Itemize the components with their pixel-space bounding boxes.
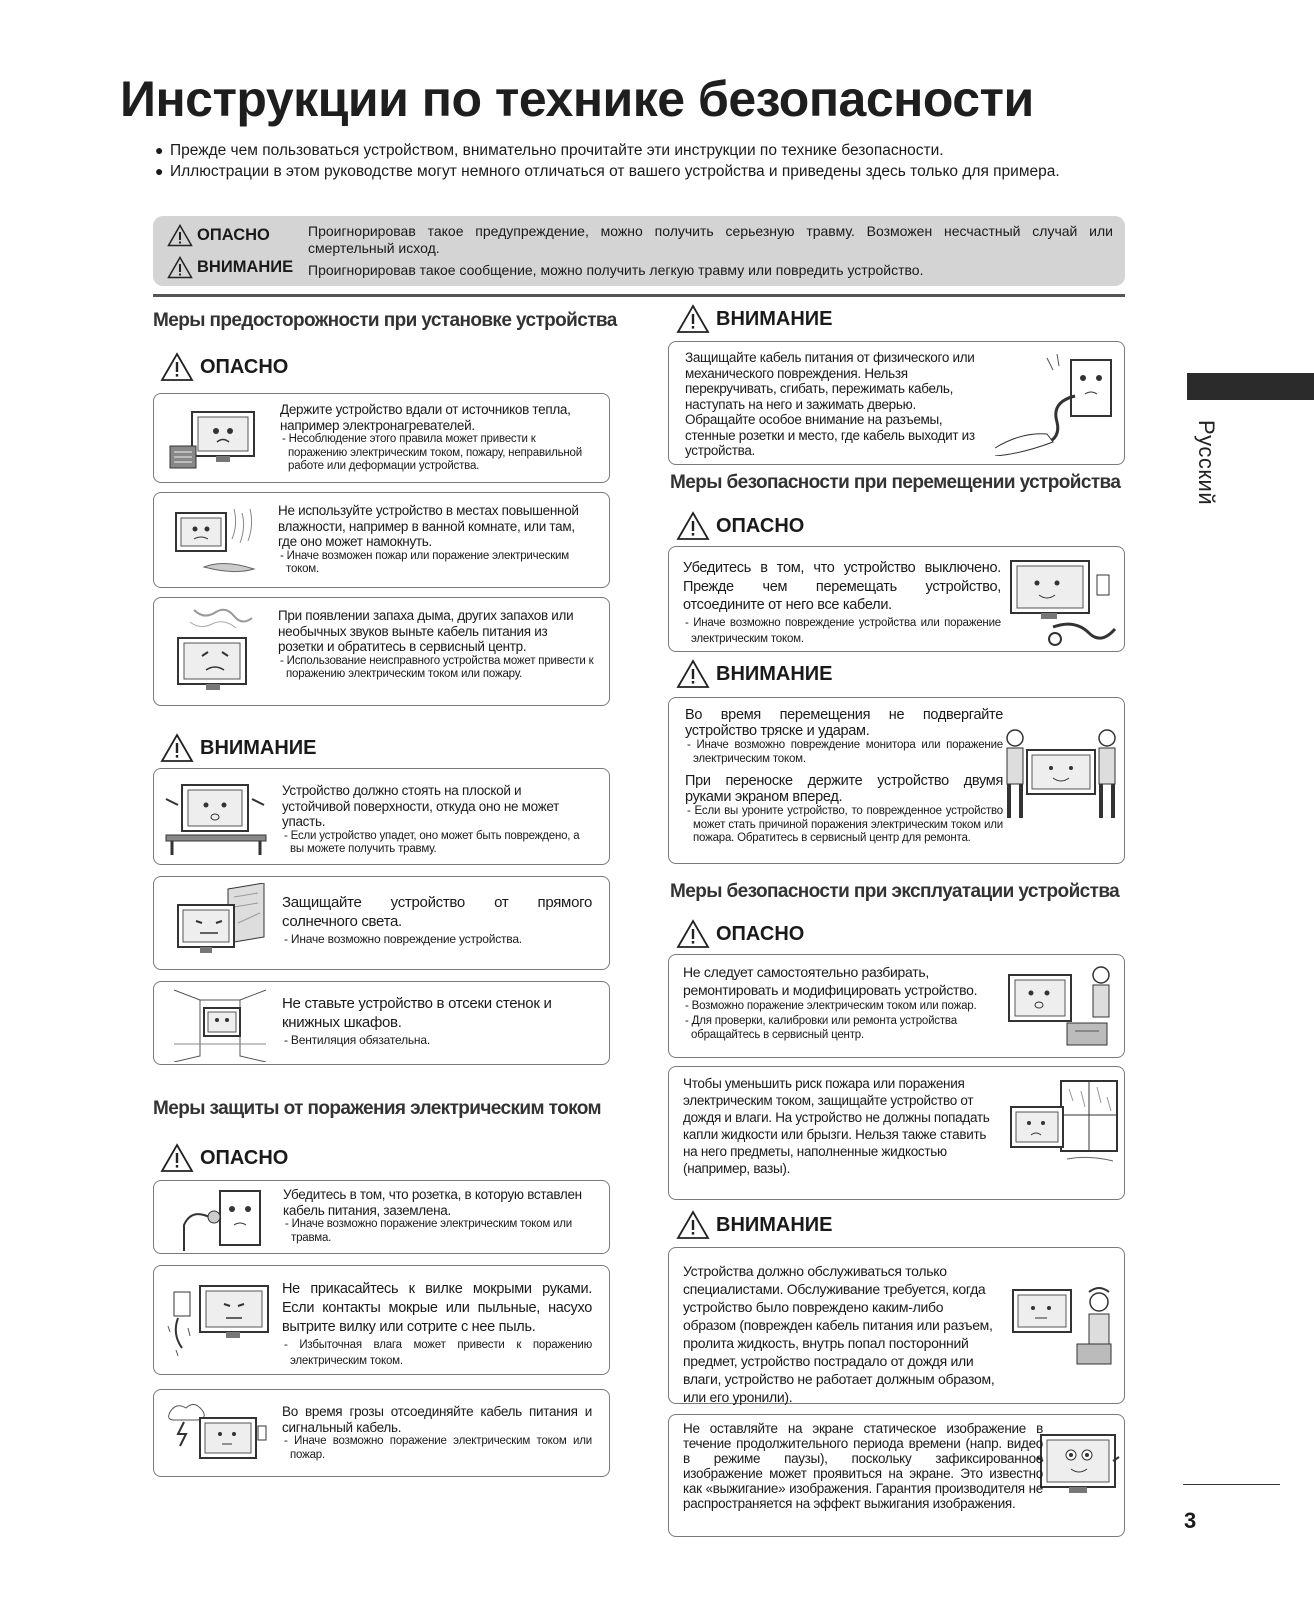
danger-label: ОПАСНО xyxy=(160,352,288,382)
legend-danger-text: Проигнорировав такое предупреждение, можно получить серьезную травму. Возможен несчастный случай или смертельный исход. xyxy=(308,223,1113,256)
intro-bullets xyxy=(155,140,1125,182)
warning-box xyxy=(153,1265,610,1375)
danger-label: ОПАСНО xyxy=(676,511,804,541)
warning-text: Во время грозы отсоединяйте кабель питания и сигнальный кабель. - Иначе возможно поражение электрическим током или пожар. xyxy=(282,1404,592,1461)
tv-burn-in-illustration xyxy=(1035,1421,1121,1507)
warning-text: Не оставляйте на экране статическое изображение в течение продолжительного периода времени (напр. видео в режиме паузы), поскольку зафиксированное изображение может проявиться на экране. Это известно как «выжигание» изображения. Гарантия производителя не распространяется на эффект выжигания изображения. xyxy=(683,1421,1043,1511)
warning-box xyxy=(668,697,1125,864)
warning-box xyxy=(153,492,610,588)
language-tab-marker xyxy=(1187,373,1314,400)
warning-box xyxy=(668,341,1125,465)
divider xyxy=(153,294,1125,297)
wet-hands-plug-illustration xyxy=(162,1278,272,1362)
warning-triangle-icon xyxy=(160,1143,194,1173)
warning-triangle-icon xyxy=(167,224,193,247)
list-item: ● Иллюстрации в этом руководстве могут немного отличаться от вашего устройства и приведены здесь только для примера. xyxy=(155,163,1060,180)
warning-box xyxy=(668,1247,1125,1404)
tv-repair-illustration xyxy=(1005,965,1121,1049)
outlet-ground-illustration xyxy=(180,1185,270,1251)
legend-danger-label: ОПАСНО xyxy=(167,224,270,247)
danger-label: ОПАСНО xyxy=(676,919,804,949)
legend-caution-text: Проигнорировав такое сообщение, можно получить легкую травму или повредить устройство. xyxy=(308,262,924,278)
legend-caution-label: ВНИМАНИЕ xyxy=(167,256,293,279)
warning-text: Убедитесь в том, что устройство выключено. Прежде чем перемещать устройство, отсоедините от него все кабели. - Иначе возможно повреждение устройства или поражение электрическим током. xyxy=(683,560,1001,645)
caution-label: ВНИМАНИЕ xyxy=(160,733,317,763)
warning-triangle-icon xyxy=(160,733,194,763)
bullet-icon: ● xyxy=(155,142,164,158)
warning-text: Не прикасайтесь к вилке мокрыми руками. Если контакты мокрые или пыльные, насухо вытрите вилку или сотрите с нее пыль. - Избыточная влага может привести к поражению электрическим током. xyxy=(282,1281,592,1367)
warning-box xyxy=(153,597,610,706)
warning-text: Чтобы уменьшить риск пожара или поражения электрическим током, защищайте устройство от дождя и влаги. На устройство не должны попадать капли жидкости или брызги. Нельзя также ставить на него предметы, наполненные жидкостью (например, вазы). xyxy=(683,1076,990,1176)
page-number: 3 xyxy=(1184,1508,1197,1533)
warning-box xyxy=(153,1389,610,1477)
warning-text: Держите устройство вдали от источников тепла, например электронагревателей. - Несоблюдение этого правила может привести к поражению электрическим током, пожару, неправильной работе или деформации устройства. xyxy=(280,402,582,472)
warning-text: Защищайте кабель питания от физического или механического повреждения. Нельзя перекручивать, сгибать, пережимать кабель, наступать на него и зажимать дверью. Обращайте особое внимание на разъемы, стенные розетки и место, где кабель выходит из устройства. xyxy=(685,350,975,458)
warning-text: Устройство должно стоять на плоской и устойчивой поверхности, откуда оно не может упасть. - Если устройство упадет, оно может быть повреждено, а вы можете получить травму. xyxy=(282,783,580,855)
section-title-install: Меры предосторожности при установке устройства xyxy=(153,310,617,331)
warning-text: Не следует самостоятельно разбирать, ремонтировать и модифицировать устройство. - Возможно поражение электрическим током или пожар. - Для проверки, калибровки или ремонта устройства обращайтесь в сервисный центр. xyxy=(683,964,978,1041)
warning-text: Во время перемещения не подвергайте устройство тряске и ударам. - Иначе возможно повреждение монитора или поражение электрическим током. При переноске держите устройство двумя руками экраном вперед. - Если вы уроните устройство, то поврежденное устройство может стать причиной поражения электрическим током или пожара. Обратитесь в сервисный центр для ремонта. xyxy=(685,707,1003,844)
caution-label: ВНИМАНИЕ xyxy=(676,659,833,689)
tv-water-illustration xyxy=(164,505,264,577)
caution-label: ВНИМАНИЕ xyxy=(676,304,833,334)
tv-shelf-illustration xyxy=(170,986,270,1062)
warning-box xyxy=(153,768,610,865)
warning-box xyxy=(153,1180,610,1254)
two-people-carry-illustration xyxy=(999,728,1123,824)
list-item: ● Прежде чем пользоваться устройством, внимательно прочитайте эти инструкции по технике безопасности. xyxy=(155,142,944,159)
tv-rain-illustration xyxy=(1005,1077,1121,1187)
tv-stand-illustration xyxy=(162,779,272,859)
warning-text: Устройства должно обслуживаться только специалистами. Обслуживание требуется, когда устройство было повреждено каким-либо образом (поврежден кабель питания или разъем, пролита жидкость, внутрь попал посторонний предмет, устройство пострадало от дождя или влаги, устройство не работает должным образом, или его уронили). xyxy=(683,1263,995,1405)
page-title: Инструкции по технике безопасности xyxy=(120,71,1034,127)
warning-triangle-icon xyxy=(676,1210,710,1240)
warning-box xyxy=(153,393,610,483)
cable-damage-illustration xyxy=(991,352,1119,456)
section-title-operation: Меры безопасности при эксплуатации устройства xyxy=(670,881,1120,902)
storm-unplug-illustration xyxy=(164,1398,274,1472)
warning-triangle-icon xyxy=(676,919,710,949)
tv-heater-illustration xyxy=(168,406,268,472)
warning-triangle-icon xyxy=(676,659,710,689)
warning-text: При появлении запаха дыма, других запахов или необычных звуков выньте кабель питания из розетки и обратитесь в сервисный центр. - Использование неисправного устройства может привести к поражению электрическим током или пожару. xyxy=(278,608,594,680)
warning-triangle-icon xyxy=(676,511,710,541)
warning-text: Убедитесь в том, что розетка, в которую вставлен кабель питания, заземлена. - Иначе возможно поражение электрическим током или травма. xyxy=(283,1187,582,1244)
warning-legend xyxy=(153,216,1125,286)
bullet-icon: ● xyxy=(155,163,164,179)
warning-box xyxy=(668,546,1125,652)
language-tab-label: Русский xyxy=(1194,420,1219,506)
warning-triangle-icon xyxy=(676,304,710,334)
warning-box xyxy=(668,954,1125,1058)
caution-label: ВНИМАНИЕ xyxy=(676,1210,833,1240)
tv-sunlight-illustration xyxy=(168,883,268,965)
warning-triangle-icon xyxy=(160,352,194,382)
warning-text: Защищайте устройство от прямого солнечного света. - Иначе возможно повреждение устройства. xyxy=(282,894,592,946)
warning-text: Не используйте устройство в местах повышенной влажности, например в ванной комнате, или там, где оно может намокнуть. - Иначе возможен пожар или поражение электрическим током. xyxy=(278,503,579,575)
tv-unplug-illustration xyxy=(1005,555,1121,647)
section-title-moving: Меры безопасности при перемещении устройства xyxy=(670,472,1121,493)
danger-label: ОПАСНО xyxy=(160,1143,288,1173)
warning-box xyxy=(668,1414,1125,1537)
section-title-electric: Меры защиты от поражения электрическим током xyxy=(153,1098,601,1119)
warning-box xyxy=(153,876,610,970)
service-technician-illustration xyxy=(999,1284,1121,1370)
warning-text: Не ставьте устройство в отсеки стенок и книжных шкафов. - Вентиляция обязательна. xyxy=(282,995,552,1047)
tv-smoke-illustration xyxy=(164,606,264,696)
warning-box xyxy=(668,1066,1125,1200)
warning-triangle-icon xyxy=(167,256,193,279)
page-number-rule xyxy=(1183,1484,1280,1485)
warning-box xyxy=(153,981,610,1065)
